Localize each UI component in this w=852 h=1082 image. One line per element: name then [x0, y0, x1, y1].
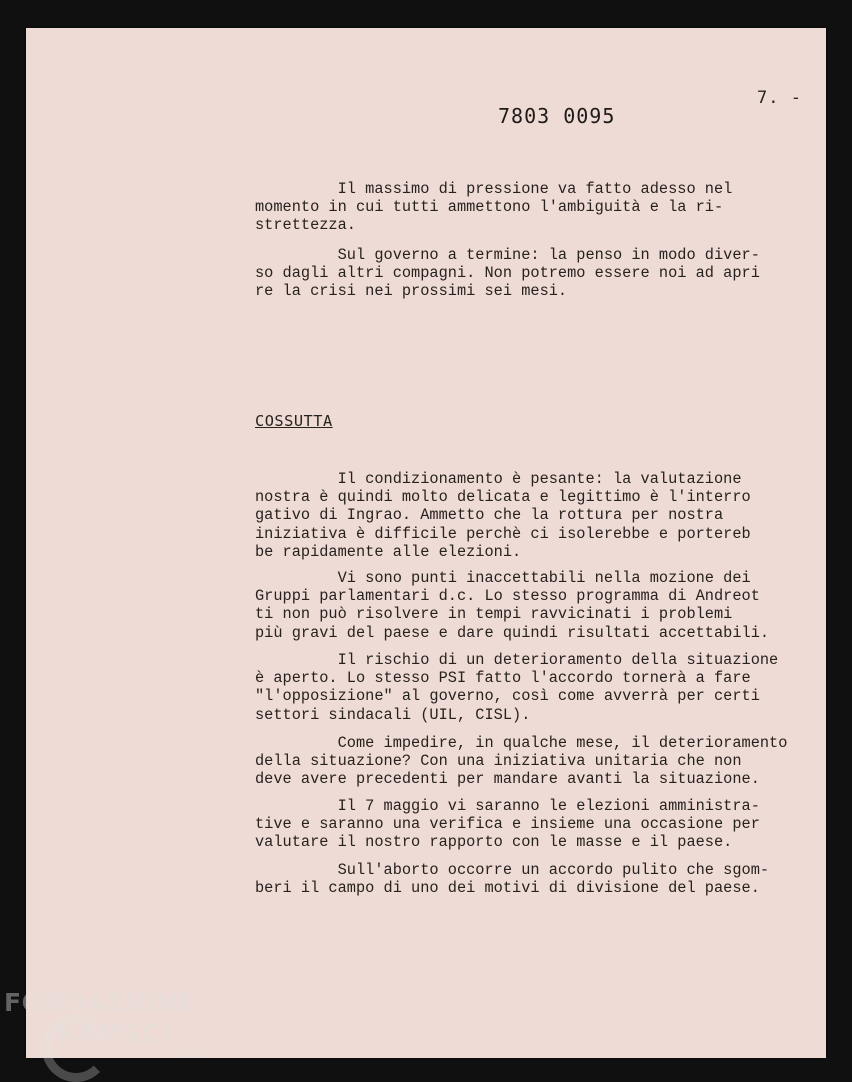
paragraph-4: Vi sono punti inaccettabili nella mozione dei Gruppi parlamentari d.c. Lo stesso programma di Andreot ti non può risolvere in tempi ravvicinati i problemi più gravi del paese e dare quindi risultati accettabili. — [255, 569, 770, 642]
paragraph-2: Sul governo a termine: la penso in modo diver- so dagli altri compagni. Non potremo essere noi ad apri re la crisi nei prossimi sei mesi. — [255, 246, 760, 301]
paragraph-6: Come impedire, in qualche mese, il deterioramento della situazione? Con una iniziativa unitaria che non deve avere precedenti per mandare avanti la situazione. — [255, 734, 788, 789]
paragraph-3: Il condizionamento è pesante: la valutazione nostra è quindi molto delicata e legittimo è l'interro gativo di Ingrao. Ammetto che la rottura per nostra iniziativa è difficile perchè ci isolerebbe e portereb be rapidamente alle elezioni. — [255, 470, 751, 561]
document-code: 7803 0095 — [498, 104, 616, 128]
paragraph-5: Il rischio di un deterioramento della situazione è aperto. Lo stesso PSI fatto l'accordo tornerà a fare "l'opposizione" al governo, così come avverrà per certi settori sindacali (UIL, CISL). — [255, 651, 779, 724]
page-number: 7. - — [757, 88, 802, 108]
logo-suffix: onlus — [176, 1048, 206, 1061]
logo-line-1: FONDAZIONE — [4, 988, 196, 1017]
fondazione-gramsci-logo — [4, 988, 206, 1061]
logo-line-2: RAMSCI — [56, 1019, 172, 1048]
paragraph-1: Il massimo di pressione va fatto adesso nel momento in cui tutti ammettono l'ambiguità e la ri- strettezza. — [255, 180, 733, 235]
logo-g-icon — [42, 1014, 110, 1082]
speaker-heading: COSSUTTA — [255, 412, 333, 430]
paragraph-7: Il 7 maggio vi saranno le elezioni amministra- tive e saranno una verifica e insieme una occasione per valutare il nostro rapporto con le masse e il paese. — [255, 797, 760, 852]
paragraph-8: Sull'aborto occorre un accordo pulito che sgom- beri il campo di uno dei motivi di divisione del paese. — [255, 861, 770, 898]
